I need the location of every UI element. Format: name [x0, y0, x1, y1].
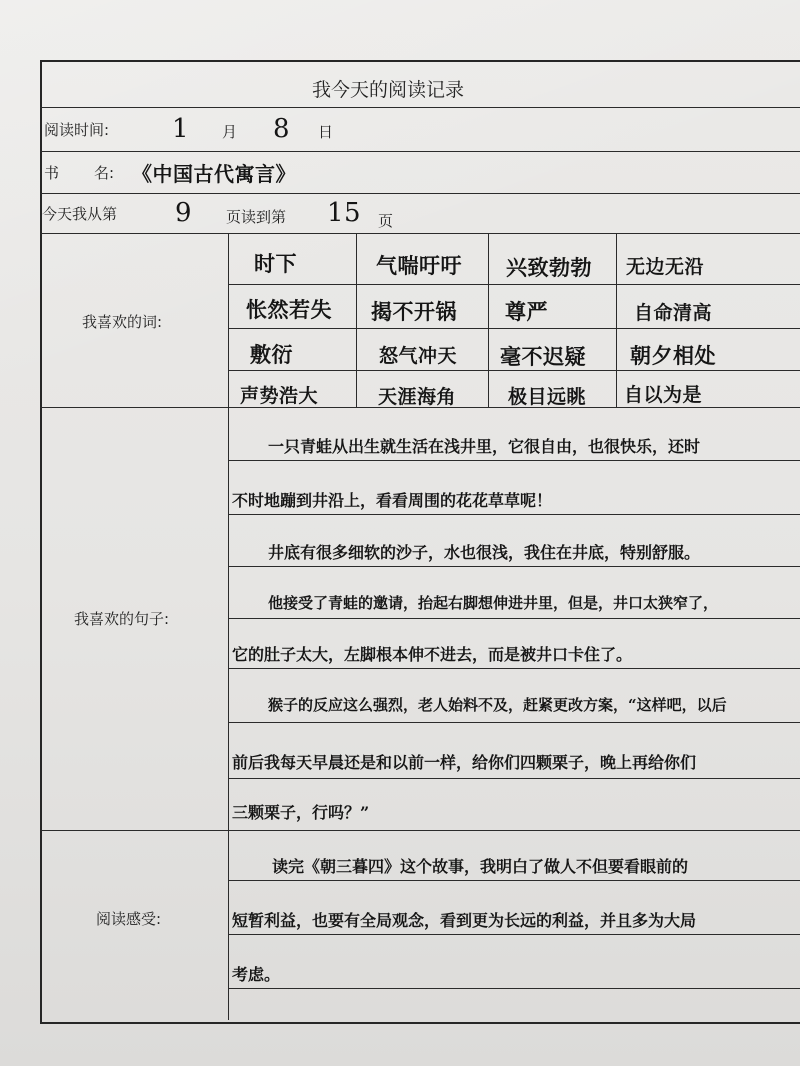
- pages-from-label: 今天我从第: [42, 205, 118, 223]
- word-cell: 怒气冲天: [379, 345, 458, 367]
- sentence-line: 它的肚子太大，左脚根本伸不进去，而是被井口卡住了。: [232, 645, 633, 664]
- word-grid-line: [356, 233, 357, 407]
- feeling-ruled-line: [228, 934, 800, 935]
- pages-to-value: 15: [327, 198, 362, 228]
- feeling-line: 短暂利益，也要有全局观念，看到更为长远的利益，并且多为大局: [232, 911, 697, 930]
- sentence-ruled-line: [228, 618, 800, 619]
- word-cell: 时下: [254, 251, 297, 276]
- row-divider: [40, 193, 800, 194]
- page-title: 我今天的阅读记录: [312, 79, 465, 101]
- row-divider: [40, 151, 800, 152]
- word-grid-line: [616, 233, 617, 407]
- word-grid-line: [228, 284, 800, 285]
- feeling-ruled-line: [228, 988, 800, 989]
- sentence-ruled-line: [228, 668, 800, 669]
- pages-end-label: 页: [378, 212, 394, 230]
- reading-month-value: 1: [172, 114, 190, 144]
- pages-from-value: 9: [175, 198, 193, 228]
- book-name-value: 《中国古代寓言》: [132, 162, 296, 186]
- sentence-ruled-line: [228, 460, 800, 461]
- pages-to-label: 页读到第: [226, 208, 287, 226]
- row-divider: [40, 107, 800, 108]
- book-label-part1: 书: [44, 164, 60, 182]
- word-cell: 朝夕相处: [630, 343, 716, 368]
- sentence-ruled-line: [228, 778, 800, 779]
- favorite-words-label: 我喜欢的词:: [82, 313, 163, 331]
- sentence-line: 猴子的反应这么强烈，老人始料不及，赶紧更改方案，“这样吧，以后: [268, 696, 727, 714]
- day-label: 日: [318, 123, 334, 141]
- word-cell: 天涯海角: [378, 386, 457, 408]
- word-cell: 怅然若失: [246, 297, 332, 322]
- word-cell: 自命清高: [634, 302, 713, 324]
- sentence-ruled-line: [228, 566, 800, 567]
- reading-feeling-label: 阅读感受:: [96, 910, 162, 928]
- word-cell: 自以为是: [624, 384, 703, 406]
- sentence-line: 前后我每天早晨还是和以前一样，给你们四颗栗子，晚上再给你们: [232, 753, 697, 772]
- feeling-line: 读完《朝三暮四》这个故事，我明白了做人不但要看眼前的: [272, 857, 689, 876]
- word-cell: 揭不开锅: [371, 299, 457, 324]
- month-label: 月: [222, 123, 238, 141]
- word-grid-line: [488, 233, 489, 407]
- sentence-line: 不时地蹦到井沿上，看看周围的花花草草呢！: [232, 491, 553, 510]
- word-cell: 气喘吁吁: [376, 253, 462, 278]
- feeling-ruled-line: [228, 880, 800, 881]
- reading-day-value: 8: [273, 114, 291, 144]
- word-cell: 尊严: [505, 299, 548, 324]
- sentence-line: 一只青蛙从出生就生活在浅井里，它很自由，也很快乐，还时: [268, 437, 701, 456]
- reading-time-label: 阅读时间:: [44, 121, 110, 139]
- word-cell: 毫不迟疑: [500, 344, 586, 369]
- favorite-sentences-label: 我喜欢的句子:: [74, 610, 170, 628]
- sentence-line: 井底有很多细软的沙子，水也很浅，我住在井底，特别舒服。: [268, 543, 701, 562]
- sentence-line: 他接受了青蛙的邀请，抬起右脚想伸进井里，但是，井口太狭窄了，: [268, 594, 719, 612]
- word-cell: 极目远眺: [508, 386, 587, 408]
- sentence-ruled-line: [228, 722, 800, 723]
- word-cell: 兴致勃勃: [506, 255, 592, 280]
- word-grid-line: [228, 328, 800, 329]
- word-cell: 无边无沿: [626, 256, 705, 278]
- row-divider: [40, 233, 800, 234]
- word-cell: 敷衍: [250, 342, 293, 367]
- word-cell: 声势浩大: [240, 385, 319, 407]
- row-divider: [40, 830, 800, 831]
- sentence-ruled-line: [228, 514, 800, 515]
- feeling-line: 考虑。: [232, 965, 281, 984]
- sentence-line: 三颗栗子，行吗？”: [232, 803, 370, 822]
- label-column-divider: [228, 233, 229, 1020]
- book-label-part2: 名:: [94, 164, 115, 182]
